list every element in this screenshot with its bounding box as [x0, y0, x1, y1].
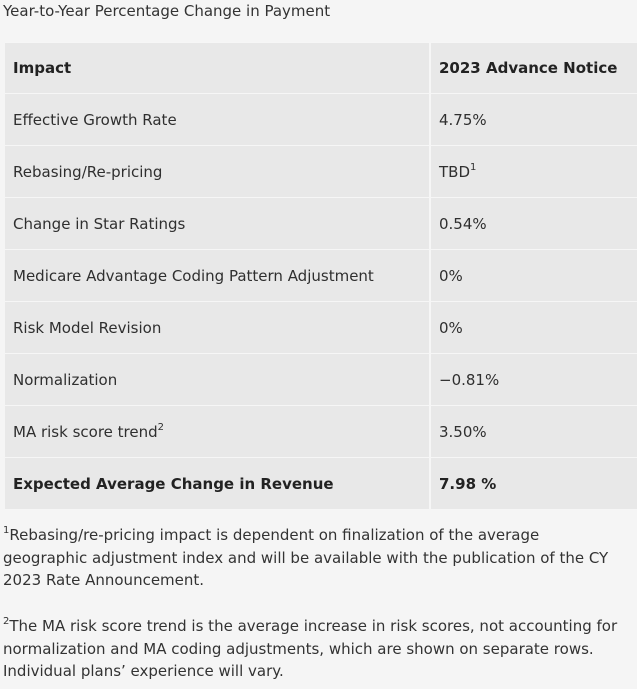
footnote-2-text: The MA risk score trend is the average increase in risk scores, not accounting for normalization and MA coding adjustments, which are shown on separate rows. Individual plans’ experience will vary.: [3, 617, 618, 680]
row-value-ma-risk-score-trend: 3.50%: [430, 406, 637, 458]
row-label-coding-pattern: Medicare Advantage Coding Pattern Adjustment: [5, 250, 430, 302]
row-label-ma-risk-score-trend: [5, 406, 430, 458]
footnote-1-text: Rebasing/re-pricing impact is dependent on finalization of the average geographic adjustment index and will be available with the publication of the CY 2023 Rate Announcement.: [3, 526, 609, 589]
table-row: [5, 94, 637, 146]
row-label-rebasing: Rebasing/Re-pricing: [5, 146, 430, 198]
row-label-risk-model-revision: Risk Model Revision: [5, 302, 430, 354]
table-row: [5, 250, 637, 302]
table-header-row: [5, 43, 637, 94]
row-value-rebasing-text: TBD: [439, 162, 471, 181]
row-label-normalization: Normalization: [5, 354, 430, 406]
footnote-1-marker: 1: [3, 525, 10, 536]
footnote-ref-1: 1: [470, 161, 477, 173]
row-label-star-ratings: Change in Star Ratings: [5, 198, 430, 250]
total-label: Expected Average Change in Revenue: [5, 458, 430, 510]
footnote-ref-2: 2: [157, 421, 164, 433]
row-label-ma-risk-score-trend-text: MA risk score trend: [13, 422, 158, 441]
table-row: [5, 146, 637, 198]
table-row: [5, 302, 637, 354]
table-total-row: [5, 458, 637, 510]
table-row: [5, 406, 637, 458]
row-label-effective-growth-rate: Effective Growth Rate: [5, 94, 430, 146]
table-row: [5, 354, 637, 406]
header-impact: Impact: [5, 43, 430, 94]
payment-change-table: [5, 42, 637, 510]
footnote-2: [3, 615, 628, 683]
footnote-1: [3, 524, 628, 592]
footnote-2-marker: 2: [3, 616, 10, 627]
total-value: 7.98 %: [430, 458, 637, 510]
row-value-star-ratings: 0.54%: [430, 198, 637, 250]
header-2023-advance-notice: 2023 Advance Notice: [430, 43, 637, 94]
row-value-risk-model-revision: 0%: [430, 302, 637, 354]
table-row: [5, 198, 637, 250]
table-caption: Year-to-Year Percentage Change in Payment: [3, 2, 331, 20]
row-value-normalization: −0.81%: [430, 354, 637, 406]
row-value-rebasing: [430, 146, 637, 198]
row-value-coding-pattern: 0%: [430, 250, 637, 302]
row-value-effective-growth-rate: 4.75%: [430, 94, 637, 146]
